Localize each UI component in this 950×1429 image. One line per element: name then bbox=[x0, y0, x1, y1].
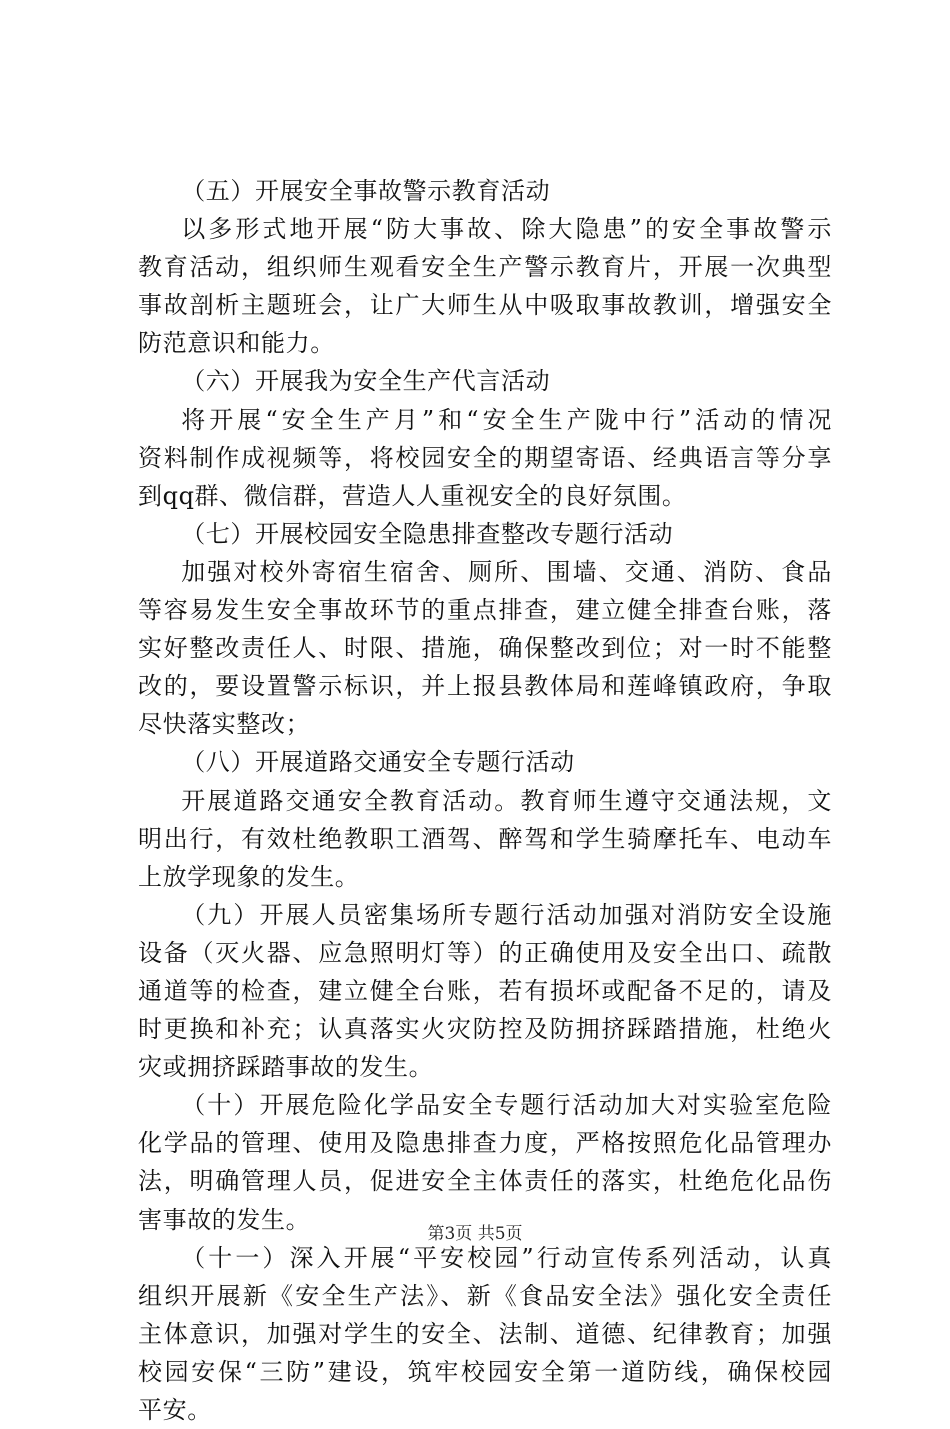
text-line: （五）开展安全事故警示教育活动 bbox=[181, 177, 551, 205]
text-line: 校园安保“三防”建设，筑牢校园安全第一道防线，确保校园 bbox=[138, 1357, 832, 1386]
text-line: （十一）深入开展“平安校园”行动宣传系列活动，认真 bbox=[181, 1243, 832, 1272]
text-line: 灾或拥挤踩踏事故的发生。 bbox=[138, 1053, 434, 1082]
text-line: 上放学现象的发生。 bbox=[138, 862, 360, 891]
text-line: 设备（灭火器、应急照明灯等）的正确使用及安全出口、疏散 bbox=[138, 938, 832, 967]
text-line: 事故剖析主题班会，让广大师生从中吸取事故教训，增强安全 bbox=[138, 291, 832, 320]
text-line: 法，明确管理人员，促进安全主体责任的落实，杜绝危化品伤 bbox=[138, 1167, 832, 1196]
text-line: 以多形式地开展“防大事故、除大隐患”的安全事故警示 bbox=[181, 215, 832, 244]
text-line: 防范意识和能力。 bbox=[138, 329, 335, 358]
text-line: （十）开展危险化学品安全专题行活动加大对实验室危险 bbox=[181, 1091, 832, 1120]
text-line: （六）开展我为安全生产代言活动 bbox=[181, 367, 551, 396]
text-line: 加强对校外寄宿生宿舍、厕所、围墙、交通、消防、食品 bbox=[181, 557, 832, 586]
text-line: 尽快落实整改； bbox=[138, 710, 311, 739]
text-line: 通道等的检查，建立健全台账，若有损坏或配备不足的，请及 bbox=[138, 976, 832, 1005]
text-line: 明出行，有效杜绝教职工酒驾、醉驾和学生骑摩托车、电动车 bbox=[138, 824, 832, 853]
text-line: 平安。 bbox=[138, 1396, 212, 1424]
text-line: 实好整改责任人、时限、措施，确保整改到位；对一时不能整 bbox=[138, 634, 832, 663]
text-line: 时更换和补充；认真落实火灾防控及防拥挤踩踏措施，杜绝火 bbox=[138, 1015, 832, 1044]
page-footer: 第3页 共5页 bbox=[427, 1224, 523, 1244]
text-line: 资料制作成视频等，将校园安全的期望寄语、经典语言等分享 bbox=[138, 443, 832, 472]
text-line: 主体意识，加强对学生的安全、法制、道德、纪律教育；加强 bbox=[138, 1319, 832, 1348]
text-line: 开展道路交通安全教育活动。教育师生遵守交通法规，文 bbox=[181, 786, 832, 815]
text-line: 等容易发生安全事故环节的重点排查，建立健全排查台账，落 bbox=[138, 596, 832, 625]
text-line: 到qq群、微信群，营造人人重视安全的良好氛围。 bbox=[138, 481, 687, 510]
text-line: 将开展“安全生产月”和“安全生产陇中行”活动的情况 bbox=[181, 405, 832, 434]
text-line: 化学品的管理、使用及隐患排查力度，严格按照危化品管理办 bbox=[138, 1129, 832, 1158]
text-line: （八）开展道路交通安全专题行活动 bbox=[181, 748, 575, 777]
text-line: 害事故的发生。 bbox=[138, 1205, 311, 1234]
text-line: （七）开展校园安全隐患排查整改专题行活动 bbox=[181, 519, 674, 548]
text-line: 改的，要设置警示标识，并上报县教体局和莲峰镇政府，争取 bbox=[138, 672, 832, 701]
text-line: （九）开展人员密集场所专题行活动加强对消防安全设施 bbox=[181, 900, 832, 929]
text-line: 组织开展新《安全生产法》、新《食品安全法》强化安全责任 bbox=[138, 1281, 832, 1310]
text-line: 教育活动，组织师生观看安全生产警示教育片，开展一次典型 bbox=[138, 253, 832, 282]
